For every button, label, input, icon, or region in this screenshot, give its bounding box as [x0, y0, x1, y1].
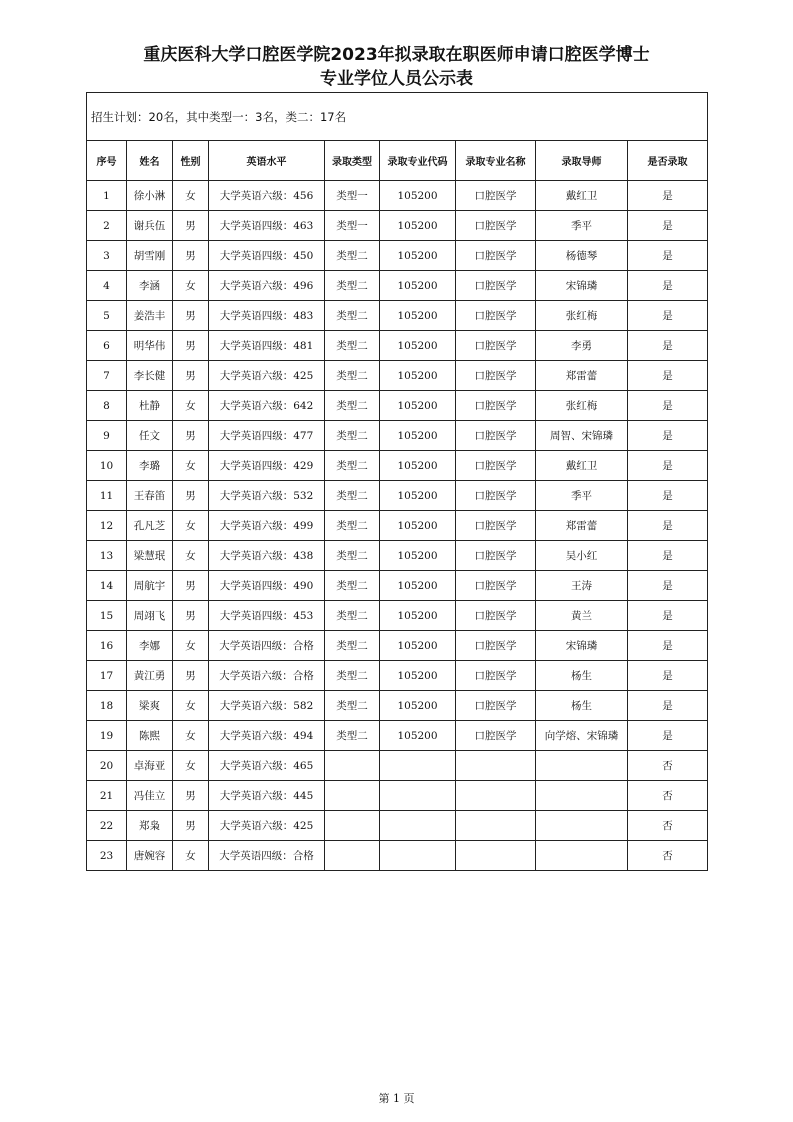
major-code-cell — [380, 751, 456, 781]
gender-cell: 女 — [173, 691, 209, 721]
admission-type-cell: 类型二 — [325, 331, 380, 361]
gender-cell: 男 — [173, 571, 209, 601]
major-code-cell: 105200 — [380, 541, 456, 571]
major-code-cell: 105200 — [380, 361, 456, 391]
admitted-cell: 是 — [628, 511, 708, 541]
table-row — [87, 601, 708, 631]
admitted-cell: 是 — [628, 601, 708, 631]
english-level-cell: 大学英语四级：合格 — [209, 841, 325, 871]
seq-cell: 19 — [87, 721, 127, 751]
seq-cell: 3 — [87, 241, 127, 271]
name-cell: 卓海亚 — [127, 751, 173, 781]
english-level-cell: 大学英语六级：438 — [209, 541, 325, 571]
supervisor-cell: 张红梅 — [536, 391, 628, 421]
supervisor-cell: 向学熔、宋锦璘 — [536, 721, 628, 751]
seq-cell: 16 — [87, 631, 127, 661]
major-code-cell: 105200 — [380, 271, 456, 301]
name-cell: 周翊飞 — [127, 601, 173, 631]
admission-type-cell: 类型二 — [325, 241, 380, 271]
name-cell: 周航宇 — [127, 571, 173, 601]
major-name-cell: 口腔医学 — [456, 331, 536, 361]
gender-cell: 男 — [173, 811, 209, 841]
admitted-cell: 是 — [628, 271, 708, 301]
major-name-cell: 口腔医学 — [456, 571, 536, 601]
admitted-cell: 是 — [628, 661, 708, 691]
admission-type-cell: 类型一 — [325, 211, 380, 241]
gender-cell: 男 — [173, 661, 209, 691]
table-row — [87, 841, 708, 871]
table-row — [87, 781, 708, 811]
english-level-cell: 大学英语四级：453 — [209, 601, 325, 631]
column-header: 姓名 — [127, 141, 173, 181]
major-name-cell: 口腔医学 — [456, 511, 536, 541]
table-row — [87, 271, 708, 301]
english-level-cell: 大学英语四级：合格 — [209, 631, 325, 661]
gender-cell: 男 — [173, 481, 209, 511]
table-row — [87, 211, 708, 241]
admitted-cell: 是 — [628, 421, 708, 451]
name-cell: 李娜 — [127, 631, 173, 661]
major-name-cell — [456, 781, 536, 811]
admission-type-cell: 类型二 — [325, 691, 380, 721]
name-cell: 李长健 — [127, 361, 173, 391]
major-name-cell: 口腔医学 — [456, 541, 536, 571]
supervisor-cell: 戴红卫 — [536, 181, 628, 211]
supervisor-cell: 李勇 — [536, 331, 628, 361]
table-row — [87, 811, 708, 841]
table-row — [87, 511, 708, 541]
name-cell: 唐婉容 — [127, 841, 173, 871]
admission-type-cell: 类型二 — [325, 631, 380, 661]
gender-cell: 女 — [173, 721, 209, 751]
admission-type-cell: 类型二 — [325, 421, 380, 451]
gender-cell: 女 — [173, 451, 209, 481]
column-header: 录取导师 — [536, 141, 628, 181]
seq-cell: 23 — [87, 841, 127, 871]
name-cell: 徐小淋 — [127, 181, 173, 211]
admitted-cell: 否 — [628, 841, 708, 871]
major-code-cell: 105200 — [380, 601, 456, 631]
table-row — [87, 721, 708, 751]
table-row — [87, 481, 708, 511]
admission-type-cell: 类型二 — [325, 301, 380, 331]
gender-cell: 女 — [173, 751, 209, 781]
table-row — [87, 691, 708, 721]
name-cell: 黄江勇 — [127, 661, 173, 691]
major-code-cell: 105200 — [380, 721, 456, 751]
name-cell: 梁慧珉 — [127, 541, 173, 571]
table-body — [87, 181, 708, 871]
gender-cell: 女 — [173, 541, 209, 571]
major-code-cell — [380, 841, 456, 871]
page-title: 重庆医科大学口腔医学院2023年拟录取在职医师申请口腔医学博士 — [143, 45, 650, 65]
admission-type-cell — [325, 751, 380, 781]
english-level-cell: 大学英语六级：465 — [209, 751, 325, 781]
admission-type-cell: 类型二 — [325, 271, 380, 301]
name-cell: 陈熙 — [127, 721, 173, 751]
admission-type-cell — [325, 841, 380, 871]
major-name-cell: 口腔医学 — [456, 421, 536, 451]
seq-cell: 14 — [87, 571, 127, 601]
admission-type-cell: 类型二 — [325, 571, 380, 601]
column-header: 性别 — [173, 141, 209, 181]
supervisor-cell: 季平 — [536, 211, 628, 241]
major-name-cell: 口腔医学 — [456, 301, 536, 331]
seq-cell: 18 — [87, 691, 127, 721]
admission-type-cell: 类型二 — [325, 511, 380, 541]
major-code-cell: 105200 — [380, 631, 456, 661]
table-row — [87, 391, 708, 421]
page-subtitle: 专业学位人员公示表 — [320, 69, 473, 89]
column-header: 序号 — [87, 141, 127, 181]
major-code-cell: 105200 — [380, 391, 456, 421]
major-name-cell — [456, 841, 536, 871]
admitted-cell: 是 — [628, 721, 708, 751]
gender-cell: 男 — [173, 301, 209, 331]
english-level-cell: 大学英语四级：481 — [209, 331, 325, 361]
english-level-cell: 大学英语六级：494 — [209, 721, 325, 751]
major-code-cell: 105200 — [380, 301, 456, 331]
name-cell: 谢兵伍 — [127, 211, 173, 241]
supervisor-cell: 戴红卫 — [536, 451, 628, 481]
major-code-cell: 105200 — [380, 571, 456, 601]
major-name-cell: 口腔医学 — [456, 241, 536, 271]
supervisor-cell: 张红梅 — [536, 301, 628, 331]
admitted-cell: 是 — [628, 331, 708, 361]
admitted-cell: 是 — [628, 301, 708, 331]
admission-type-cell: 类型二 — [325, 451, 380, 481]
seq-cell: 7 — [87, 361, 127, 391]
seq-cell: 13 — [87, 541, 127, 571]
english-level-cell: 大学英语六级：445 — [209, 781, 325, 811]
supervisor-cell: 季平 — [536, 481, 628, 511]
gender-cell: 女 — [173, 391, 209, 421]
english-level-cell: 大学英语六级：425 — [209, 811, 325, 841]
table-row — [87, 301, 708, 331]
name-cell: 杜静 — [127, 391, 173, 421]
admission-type-cell — [325, 781, 380, 811]
name-cell: 王春笛 — [127, 481, 173, 511]
seq-cell: 15 — [87, 601, 127, 631]
admitted-cell: 是 — [628, 691, 708, 721]
seq-cell: 6 — [87, 331, 127, 361]
gender-cell: 女 — [173, 181, 209, 211]
gender-cell: 女 — [173, 511, 209, 541]
admission-type-cell: 类型二 — [325, 721, 380, 751]
major-code-cell — [380, 811, 456, 841]
major-code-cell: 105200 — [380, 241, 456, 271]
seq-cell: 11 — [87, 481, 127, 511]
table-row — [87, 541, 708, 571]
seq-cell: 1 — [87, 181, 127, 211]
supervisor-cell: 宋锦璘 — [536, 271, 628, 301]
gender-cell: 男 — [173, 781, 209, 811]
major-name-cell — [456, 811, 536, 841]
table-row — [87, 181, 708, 211]
gender-cell: 男 — [173, 331, 209, 361]
supervisor-cell: 吴小红 — [536, 541, 628, 571]
seq-cell: 8 — [87, 391, 127, 421]
admitted-cell: 是 — [628, 541, 708, 571]
gender-cell: 女 — [173, 841, 209, 871]
supervisor-cell: 杨生 — [536, 661, 628, 691]
major-name-cell: 口腔医学 — [456, 631, 536, 661]
name-cell: 任文 — [127, 421, 173, 451]
english-level-cell: 大学英语六级：456 — [209, 181, 325, 211]
english-level-cell: 大学英语六级：582 — [209, 691, 325, 721]
english-level-cell: 大学英语六级：496 — [209, 271, 325, 301]
name-cell: 李璐 — [127, 451, 173, 481]
table-row — [87, 451, 708, 481]
table-header-row — [87, 141, 708, 181]
major-code-cell — [380, 781, 456, 811]
english-level-cell: 大学英语六级：532 — [209, 481, 325, 511]
admission-type-cell: 类型二 — [325, 391, 380, 421]
name-cell: 胡雪刚 — [127, 241, 173, 271]
admitted-cell: 是 — [628, 451, 708, 481]
admitted-cell: 是 — [628, 241, 708, 271]
gender-cell: 男 — [173, 211, 209, 241]
english-level-cell: 大学英语四级：463 — [209, 211, 325, 241]
major-name-cell: 口腔医学 — [456, 211, 536, 241]
major-code-cell: 105200 — [380, 481, 456, 511]
supervisor-cell: 王涛 — [536, 571, 628, 601]
page-number: 第 1 页 — [378, 1092, 415, 1105]
seq-cell: 9 — [87, 421, 127, 451]
major-name-cell: 口腔医学 — [456, 601, 536, 631]
name-cell: 姜浩丰 — [127, 301, 173, 331]
admitted-cell: 否 — [628, 751, 708, 781]
english-level-cell: 大学英语四级：477 — [209, 421, 325, 451]
column-header: 录取专业代码 — [380, 141, 456, 181]
major-code-cell: 105200 — [380, 211, 456, 241]
seq-cell: 5 — [87, 301, 127, 331]
column-header: 录取类型 — [325, 141, 380, 181]
major-name-cell: 口腔医学 — [456, 451, 536, 481]
admission-type-cell: 类型二 — [325, 481, 380, 511]
major-code-cell: 105200 — [380, 511, 456, 541]
table-row — [87, 331, 708, 361]
english-level-cell: 大学英语六级：642 — [209, 391, 325, 421]
table-row — [87, 631, 708, 661]
table-row — [87, 421, 708, 451]
admitted-cell: 是 — [628, 211, 708, 241]
admitted-cell: 是 — [628, 571, 708, 601]
table-row — [87, 751, 708, 781]
admitted-cell: 是 — [628, 181, 708, 211]
major-code-cell: 105200 — [380, 691, 456, 721]
english-level-cell: 大学英语四级：429 — [209, 451, 325, 481]
table-row — [87, 241, 708, 271]
supervisor-cell — [536, 781, 628, 811]
admission-type-cell — [325, 811, 380, 841]
admission-type-cell: 类型二 — [325, 361, 380, 391]
table-row — [87, 361, 708, 391]
supervisor-cell: 宋锦璘 — [536, 631, 628, 661]
supervisor-cell: 郑雷蕾 — [536, 511, 628, 541]
major-code-cell: 105200 — [380, 331, 456, 361]
english-level-cell: 大学英语六级：合格 — [209, 661, 325, 691]
admitted-cell: 否 — [628, 811, 708, 841]
major-name-cell: 口腔医学 — [456, 661, 536, 691]
admitted-cell: 是 — [628, 361, 708, 391]
gender-cell: 女 — [173, 271, 209, 301]
gender-cell: 女 — [173, 631, 209, 661]
gender-cell: 男 — [173, 241, 209, 271]
column-header: 英语水平 — [209, 141, 325, 181]
major-name-cell: 口腔医学 — [456, 181, 536, 211]
admission-type-cell: 类型二 — [325, 601, 380, 631]
name-cell: 梁爽 — [127, 691, 173, 721]
name-cell: 冯佳立 — [127, 781, 173, 811]
major-code-cell: 105200 — [380, 451, 456, 481]
gender-cell: 男 — [173, 421, 209, 451]
enrollment-plan: 招生计划：20名，其中类型一：3名，类二：17名 — [87, 93, 708, 141]
supervisor-cell: 杨生 — [536, 691, 628, 721]
major-name-cell: 口腔医学 — [456, 361, 536, 391]
admission-table — [86, 92, 708, 871]
name-cell: 李涵 — [127, 271, 173, 301]
seq-cell: 21 — [87, 781, 127, 811]
gender-cell: 男 — [173, 361, 209, 391]
major-name-cell: 口腔医学 — [456, 391, 536, 421]
major-code-cell: 105200 — [380, 421, 456, 451]
major-name-cell: 口腔医学 — [456, 271, 536, 301]
seq-cell: 12 — [87, 511, 127, 541]
admission-type-cell: 类型一 — [325, 181, 380, 211]
english-level-cell: 大学英语四级：490 — [209, 571, 325, 601]
admission-type-cell: 类型二 — [325, 541, 380, 571]
major-name-cell: 口腔医学 — [456, 481, 536, 511]
table-row — [87, 571, 708, 601]
gender-cell: 男 — [173, 601, 209, 631]
major-name-cell: 口腔医学 — [456, 691, 536, 721]
seq-cell: 20 — [87, 751, 127, 781]
english-level-cell: 大学英语六级：425 — [209, 361, 325, 391]
name-cell: 孔凡芝 — [127, 511, 173, 541]
column-header: 是否录取 — [628, 141, 708, 181]
seq-cell: 22 — [87, 811, 127, 841]
name-cell: 郑枭 — [127, 811, 173, 841]
english-level-cell: 大学英语四级：450 — [209, 241, 325, 271]
seq-cell: 4 — [87, 271, 127, 301]
supervisor-cell — [536, 811, 628, 841]
admission-type-cell: 类型二 — [325, 661, 380, 691]
seq-cell: 2 — [87, 211, 127, 241]
seq-cell: 10 — [87, 451, 127, 481]
major-code-cell: 105200 — [380, 661, 456, 691]
major-name-cell: 口腔医学 — [456, 721, 536, 751]
supervisor-cell: 郑雷蕾 — [536, 361, 628, 391]
admitted-cell: 否 — [628, 781, 708, 811]
supervisor-cell: 杨德琴 — [536, 241, 628, 271]
supervisor-cell: 周智、宋锦璘 — [536, 421, 628, 451]
english-level-cell: 大学英语六级：499 — [209, 511, 325, 541]
supervisor-cell — [536, 841, 628, 871]
admitted-cell: 是 — [628, 391, 708, 421]
admitted-cell: 是 — [628, 631, 708, 661]
name-cell: 明华伟 — [127, 331, 173, 361]
table-row — [87, 661, 708, 691]
admitted-cell: 是 — [628, 481, 708, 511]
major-code-cell: 105200 — [380, 181, 456, 211]
supervisor-cell — [536, 751, 628, 781]
english-level-cell: 大学英语四级：483 — [209, 301, 325, 331]
column-header: 录取专业名称 — [456, 141, 536, 181]
major-name-cell — [456, 751, 536, 781]
seq-cell: 17 — [87, 661, 127, 691]
supervisor-cell: 黄兰 — [536, 601, 628, 631]
